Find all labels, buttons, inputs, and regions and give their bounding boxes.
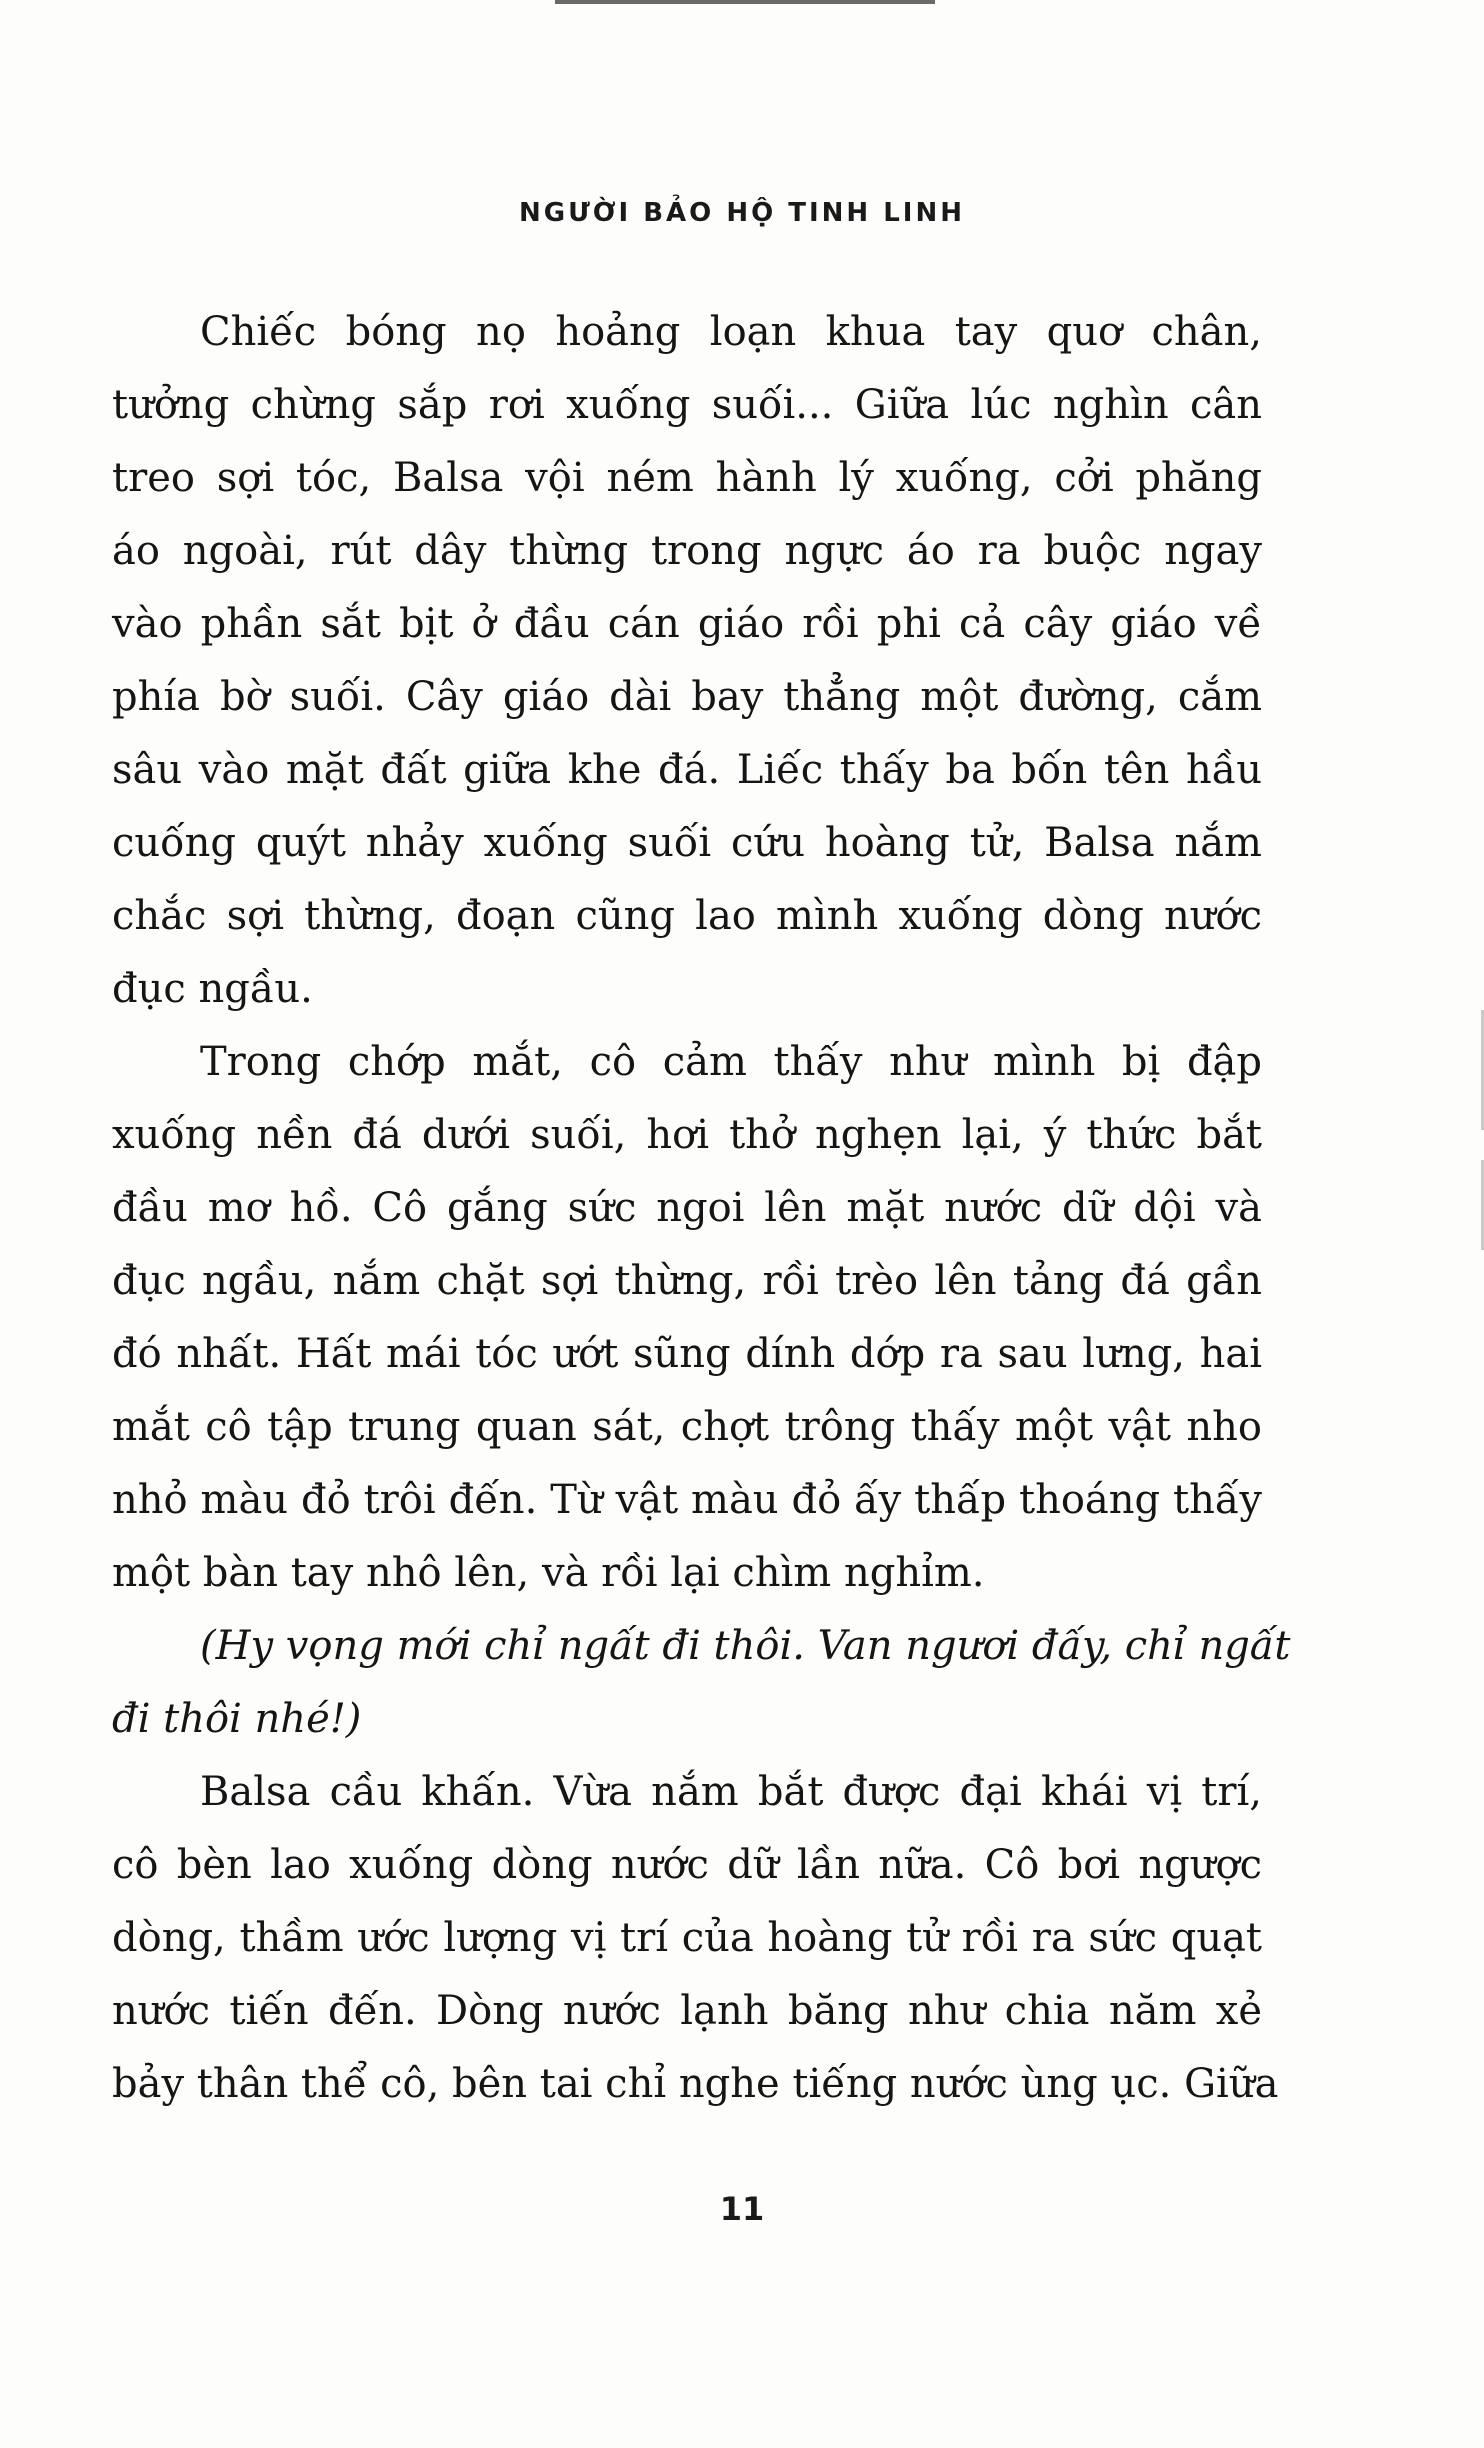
- text-line: treo sợi tóc, Balsa vội ném hành lý xuống, cởi phăng: [112, 455, 1262, 501]
- text-line: phía bờ suối. Cây giáo dài bay thẳng một đường, cắm: [112, 674, 1262, 720]
- text-line: Balsa cầu khấn. Vừa nắm bắt được đại khái vị trí,: [200, 1769, 1262, 1815]
- paragraph: [112, 1756, 1279, 2121]
- text-line: bảy thân thể cô, bên tai chỉ nghe tiếng nước ùng ục. Giữa: [112, 2061, 1279, 2107]
- text-line: (Hy vọng mới chỉ ngất đi thôi. Van ngươi đấy, chỉ ngất: [200, 1623, 1291, 1669]
- text-line: mắt cô tập trung quan sát, chợt trông thấy một vật nho: [112, 1404, 1262, 1450]
- italic-paragraph: [112, 1610, 1291, 1756]
- text-line: Trong chớp mắt, cô cảm thấy như mình bị đập: [200, 1039, 1262, 1085]
- text-line: đi thôi nhé!): [112, 1696, 362, 1742]
- text-line: tưởng chừng sắp rơi xuống suối... Giữa lúc nghìn cân: [112, 382, 1262, 428]
- text-line: cô bèn lao xuống dòng nước dữ lần nữa. Cô bơi ngược: [112, 1842, 1262, 1888]
- text-line: đó nhất. Hất mái tóc ướt sũng dính dớp ra sau lưng, hai: [112, 1331, 1262, 1377]
- text-line: nhỏ màu đỏ trôi đến. Từ vật màu đỏ ấy thấp thoáng thấy: [112, 1477, 1262, 1523]
- page-number: 11: [719, 2190, 765, 2228]
- text-line: áo ngoài, rút dây thừng trong ngực áo ra buộc ngay: [112, 528, 1262, 574]
- text-line: sâu vào mặt đất giữa khe đá. Liếc thấy ba bốn tên hầu: [112, 747, 1262, 793]
- text-line: vào phần sắt bịt ở đầu cán giáo rồi phi cả cây giáo về: [112, 601, 1262, 647]
- text-line: một bàn tay nhô lên, và rồi lại chìm nghỉm.: [112, 1550, 985, 1596]
- body-text: [112, 296, 1291, 2121]
- text-line: đầu mơ hồ. Cô gắng sức ngoi lên mặt nước dữ dội và: [112, 1185, 1262, 1231]
- text-line: dòng, thầm ước lượng vị trí của hoàng tử rồi ra sức quạt: [112, 1915, 1262, 1961]
- paragraph: [112, 296, 1262, 1026]
- top-edge-rule: [555, 0, 935, 4]
- text-line: nước tiến đến. Dòng nước lạnh băng như chia năm xẻ: [112, 1988, 1262, 2034]
- text-line: Chiếc bóng nọ hoảng loạn khua tay quơ chân,: [200, 309, 1262, 355]
- text-line: xuống nền đá dưới suối, hơi thở nghẹn lại, ý thức bắt: [112, 1112, 1262, 1158]
- text-line: chắc sợi thừng, đoạn cũng lao mình xuống dòng nước: [112, 893, 1262, 939]
- text-line: đục ngầu.: [112, 966, 313, 1012]
- text-line: cuống quýt nhảy xuống suối cứu hoàng tử, Balsa nắm: [112, 820, 1262, 866]
- text-line: đục ngầu, nắm chặt sợi thừng, rồi trèo lên tảng đá gần: [112, 1258, 1262, 1304]
- running-head: NGƯỜI BẢO HỘ TINH LINH: [518, 198, 965, 228]
- paragraph: [112, 1026, 1262, 1610]
